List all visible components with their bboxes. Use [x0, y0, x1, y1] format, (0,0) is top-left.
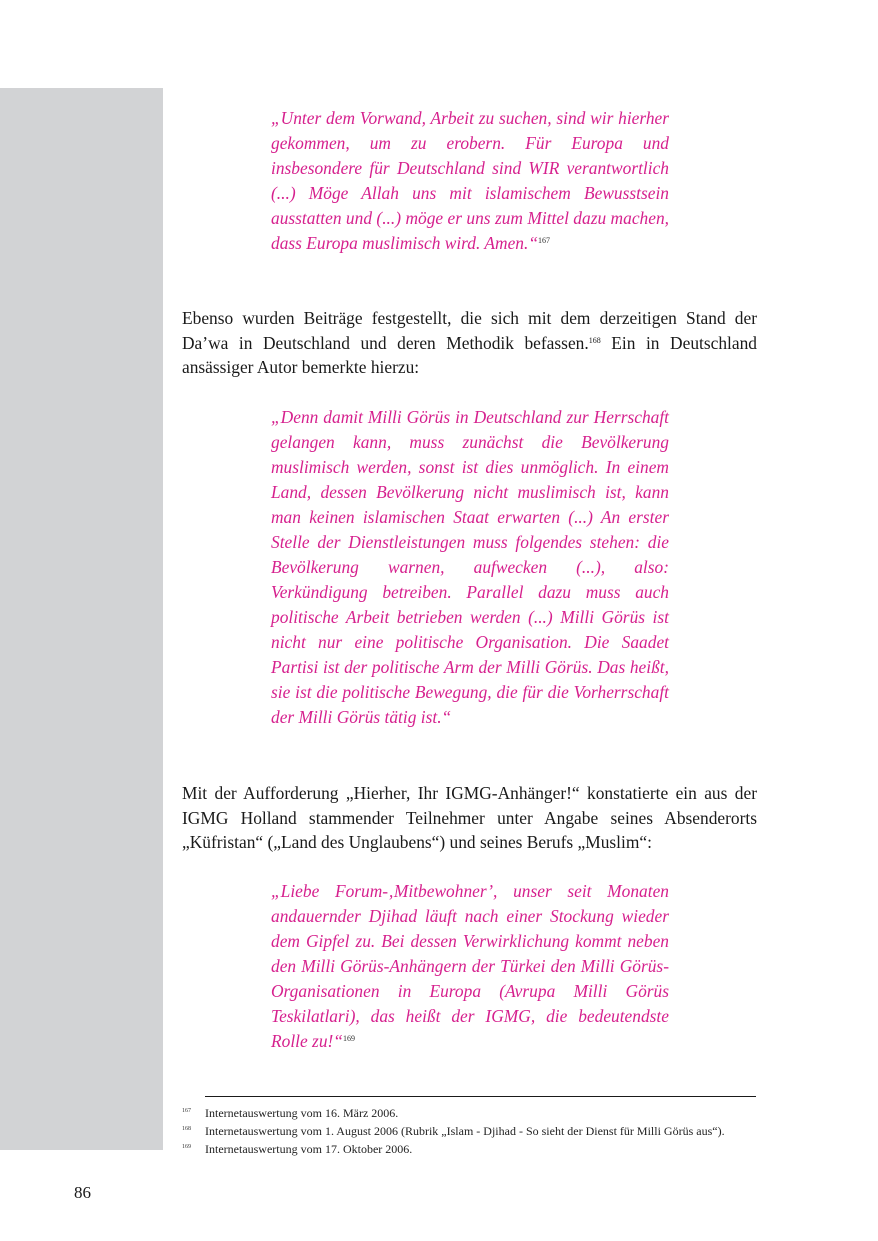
paragraph-2: [182, 781, 757, 855]
paragraph-1-text-a: Ebenso wurden Beiträge festgestellt, die sich mit dem derzeitigen Stand der Da’wa in Deutschland und deren Methodik befassen.: [182, 308, 757, 353]
quote-1-text: „Unter dem Vorwand, Arbeit zu suchen, sind wir hierher gekommen, um zu erobern. Für Europa und insbesondere für Deutschland sind WIR verantwortlich (...) Möge Allah uns mit islamischem Bewusstsein ausstatten und (...) möge er uns zum Mittel dazu machen, dass Europa muslimisch wird. Amen.“: [271, 108, 669, 253]
footnote-item: [182, 1140, 757, 1158]
footnotes: [182, 1104, 757, 1158]
page-number: 86: [74, 1183, 91, 1202]
quote-block-1: [271, 106, 669, 256]
footnote-item: [182, 1122, 757, 1140]
quote-2-text: „Denn damit Milli Görüs in Deutschland zur Herrschaft gelangen kann, muss zunächst die Bevölkerung muslimisch werden, sonst ist dies unmöglich. In einem Land, dessen Bevölkerung nicht muslimisch ist, kann man keinen islamischen Staat erwarten (...) An erster Stelle der Dienstleistungen muss folgendes stehen: die Bevölkerung warnen, aufwecken (...), also: Verkündigung betreiben. Parallel dazu muss auch politische Arbeit betrieben werden (...) Milli Görüs ist nicht nur eine politische Organisation. Die Saadet Partisi ist der politische Arm der Milli Görüs. Das heißt, sie ist die politische Bewegung, die für die Vorherrschaft der Milli Görüs tätig ist.“: [271, 407, 669, 727]
quote-3-text: „Liebe Forum-‚Mitbewohner’, unser seit Monaten andauernder Djihad läuft nach einer Stockung wieder dem Gipfel zu. Bei dessen Verwirklichung kommt neben den Milli Görüs-Anhängern der Türkei den Milli Görüs-Organisationen in Europa (Avrupa Milli Görüs Teskilatlari), das heißt der IGMG, die bedeutendste Rolle zu!“: [271, 881, 669, 1051]
paragraph-1-text-b: Ein in Deutschland ansässiger Autor bemerkte hierzu:: [182, 332, 757, 377]
paragraph-2-text: Mit der Aufforderung „Hierher, Ihr IGMG-Anhänger!“ konstatierte ein aus der IGMG Holland stammender Teilnehmer unter Angabe seines Absenderorts „Küfristan“ („Land des Unglaubens“) und seines Berufs „Muslim“:: [182, 783, 757, 852]
footnote-number: 167: [182, 1108, 191, 1114]
footnote-item: [182, 1104, 757, 1122]
footnote-text: Internetauswertung vom 16. März 2006.: [205, 1106, 399, 1120]
footnote-number: 169: [182, 1144, 191, 1150]
footnote-ref-167[interactable]: 167: [538, 236, 550, 245]
quote-block-3: [271, 879, 669, 1054]
footnote-divider: [205, 1096, 756, 1097]
margin-sidebar: [0, 88, 163, 1150]
footnote-ref-168[interactable]: 168: [588, 335, 601, 345]
footnote-text: Internetauswertung vom 17. Oktober 2006.: [205, 1142, 413, 1156]
quote-block-2: [271, 405, 669, 730]
paragraph-1: [182, 306, 757, 380]
footnote-text: Internetauswertung vom 1. August 2006 (Rubrik „Islam - Djihad - So sieht der Dienst für Milli Görüs aus“).: [205, 1124, 725, 1138]
footnote-number: 168: [182, 1126, 191, 1132]
footnote-ref-169[interactable]: 169: [342, 1034, 355, 1043]
